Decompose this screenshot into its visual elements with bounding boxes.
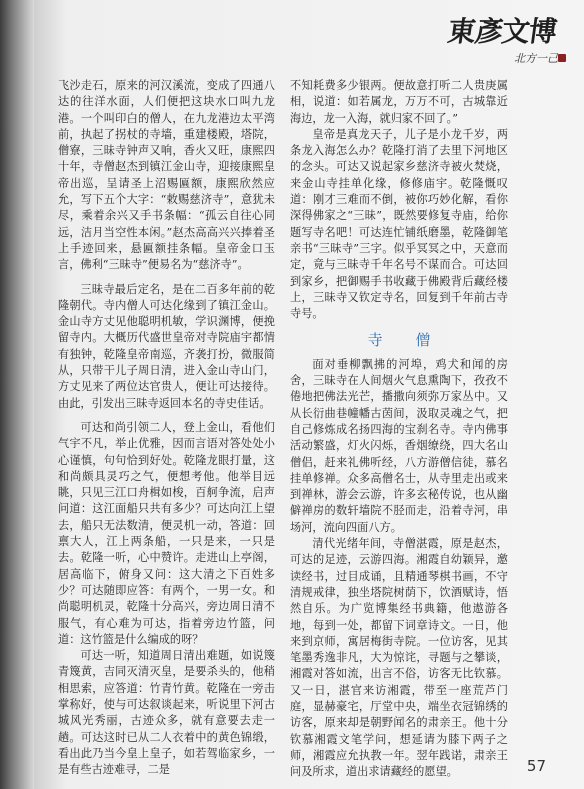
header-signature: 北方一己 (514, 52, 558, 65)
book-spine (0, 0, 34, 789)
section-title: 寺 僧 (367, 331, 445, 350)
paragraph: 可达一听，知道周日清出难题，如说篾青篾黄，吉同灭清灭皇，是要杀头的，他稍相思索，应答道：竹青竹黄。乾隆在一旁击掌称好，使与可达叙谈起来，听说里下河古城风光秀丽，古迹众多，就有意要去走一趟。可达这时已从二人衣着中的黄色锦缎，看出此乃当今皇上皇子，如若驾临家乡，一是有些古迹难寻，二是 (58, 649, 275, 777)
paragraph: 三昧寺最后定名，是在二百多年前的乾隆朝代。寺内僧人可达化缘到了镇江金山。金山寺方丈见他聪明机敏，学识渊博，便挽留寺内。大概历代盛世皇帝对寺院庙宇都情有独钟，乾隆皇帝南巡，齐袭打扮，微服简从，只带干儿子周日清，进入金山寺山门，方丈见来了两位达官贵人，便让可达接待。由此，引发出三昧寺返回本名的寺史佳话。 (58, 282, 275, 410)
header-brand: 東彥文博 (445, 15, 559, 48)
paragraph: 清代光绪年间，寺僧湛霞，原是赵杰，可达的足迹，云游四海。湘霞自幼颖异，邀读经书，过目成诵，且精通琴棋书画，不守清规戒律，独坐塔院树荫下，饮酒赋诗，悟然自乐。为广览博集经书典籍，他遨游各地，每到一处，都留下词章诗文。一日，他来到京师，寓居梅街寺院。一位访客，见其笔墨秀逸非凡，大为惊诧，寻题与之攀谈，湘霞对答如流，出言不俗，访客无比钦慕。又一日，湛官来访湘霞，带至一座荒芦门庭，显赫豪宅，厅堂中央，端坐衣冠锦绣的访客，原来却是朝野闻名的肃亲王。他十分钦慕湘霞文笔学问，想延请为膝下两子之师，湘霞应允执教一年。翌年践诺，肃亲王问及所求，道出求请藏经的愿望。 (290, 537, 508, 779)
left-column (58, 78, 275, 778)
page-number: 57 (526, 757, 546, 775)
paragraph: 飞沙走石，原来的河汉溪流，变成了四通八达的往洋水面，人们便把这块水口叫九龙港。一个叫印白的僧人，在九龙港边太平湾前，执起了拐杖的寺墙，重建楼殿，塔院，僧寮，三昧寺钟声又响，香火又旺，康熙四十年，寺僧赵杰到镇江金山寺，迎接康熙皇帝出巡，呈请圣上沼赐匾额，康熙欣然应允，写下五个大字：“敕赐慈济寺”，意犹未尽，乘着余兴又手书条幅：“孤云自往心同远，洁月当空性本闲。”赵杰高高兴兴捧着圣上手迹回来，悬匾额挂条幅。皇帝金口玉言，佛利“三昧寺”便易名为“慈济寺”。 (58, 79, 275, 272)
paragraph: 皇帝是真龙天子，儿子是小龙千岁，两条龙入海怎么办？乾隆打消了去里下河地区的念头。可达又说起家乡慈济寺被火焚烧，来金山寺挂单化缘，修修庙宇。乾隆慨叹道：刚才三难而不倒，被你巧妙化解，看你深得佛家之“三昧”，既然要修复寺庙，给你题写寺名吧！可达连忙铺纸磨墨，乾隆御笔亲书“三昧寺”三字。似乎冥冥之中，天意而定，竟与三昧寺千年名号不谋而合。可达回到家乡，把御赐手书收藏于佛殿背后藏经楼上，三昧寺又钦定寺名，回复到千年前古寺寺号。 (290, 127, 508, 321)
red-seal-icon (558, 54, 566, 62)
paragraph: 不知耗费多少银两。便故意打听二人贵庚属相，说道：如若属龙，万万不可，古城靠近海边，龙一入海，就归家不回了。” (290, 79, 508, 125)
page-header (416, 10, 566, 66)
right-column (290, 78, 508, 780)
paragraph: 可达和尚引领二人，登上金山，看他们气宇不凡，举止优雅，因而言语对答处处小心谨慎，句句恰到好处。乾隆龙眼打量，这和尚颇具灵巧之气，便想考他。他举目远眺，只见三江口舟楫如梭，百舸争流，启声问道：这江面船只共有多少？可达向江上望去，船只无法数清，便灵机一动，答道：回禀大人，江上两条船，一只是来，一只是去。乾隆一听，心中赞许。走进山上亭阁，居高临下，俯身又问：这大清之下百姓多少？可达随即应答：有两个，一男一女。和尚聪明机灵，乾隆十分高兴，旁边周日清不服气，有心难为可达，指着旁边竹篮，问道：这竹篮是什么编成的呀？ (58, 420, 275, 646)
paragraph: 面对垂柳飘拂的河埠，鸡犬和闻的房舍，三昧寺在人间烟火气息熏陶下，孜孜不倦地把佛法光芒，播撒向须弥万家丛中。又从长衍曲巷幢幡古茵间，汲取灵魂之气，把自己修炼成名扬四海的宝刹名寺。寺内佛事活动繁盛，灯火闪烁，香烟缭绕，四大名山僧侣，赶来礼佛听经，八方游僧信徒，慕名挂单修禅。众多高僧名士，从寺里走出或来到禅林，游会云游，许多玄秘传说，也从幽僻禅房的数轩墙院不胫而走，沿着寺河，串场河，流向四面八方。 (290, 357, 508, 534)
